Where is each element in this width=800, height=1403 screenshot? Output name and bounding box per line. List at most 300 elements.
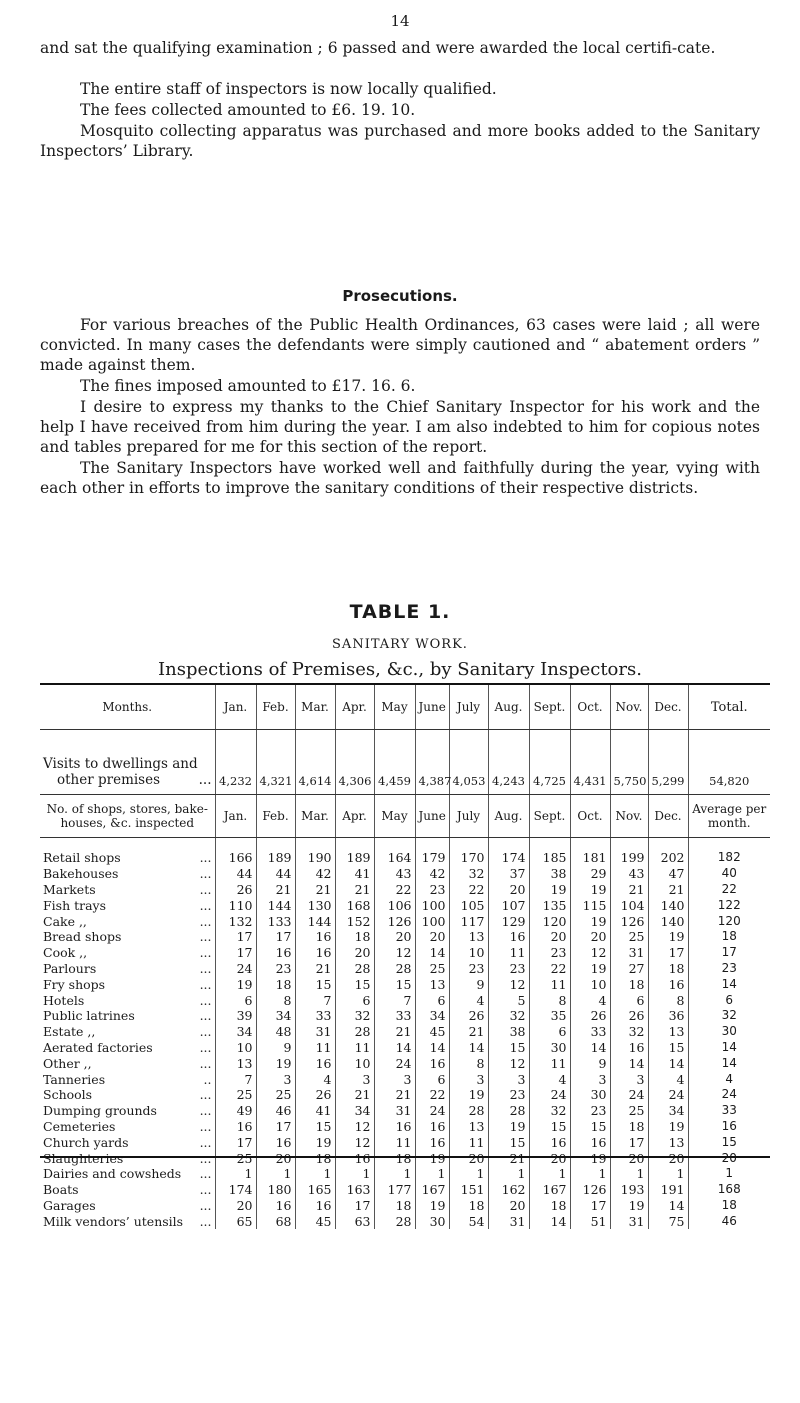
table-cell: 17 [570,1198,610,1214]
table-cell: 193 [610,1182,648,1198]
table-cell: 6 [415,1071,449,1087]
table-cell: 130 [295,897,335,913]
row-label [40,1134,215,1150]
table-cell: 20 [335,945,374,961]
months-header-row [40,684,770,730]
table-cell: 14 [374,1040,415,1056]
table-cell: 25 [256,1087,295,1103]
visits-row [40,730,770,795]
table-cell: 68 [256,1213,295,1229]
sanitary-work-table [40,683,770,1229]
table-cell: 18 [256,976,295,992]
table-cell: 144 [256,897,295,913]
paragraph-inspectors-work: The Sanitary Inspectors have worked well and faithfully during the year, vying with each other in efforts to improve the sanitary conditions of their respective districts. [40,459,760,497]
table-cell: 3 [488,1071,529,1087]
table-cell: 28 [374,1213,415,1229]
table-cell: 14 [449,1040,488,1056]
table-cell: 129 [488,913,529,929]
table-cell: 16 [610,1040,648,1056]
average-cell: 40 [688,866,770,882]
visits-label [40,730,215,795]
table-cell: 49 [215,1103,256,1119]
table-cell: 126 [570,1182,610,1198]
table-cell: 32 [610,1024,648,1040]
average-cell: 120 [688,913,770,929]
table-cell: 21 [610,882,648,898]
row-label [40,1071,215,1087]
table-cell: 32 [449,866,488,882]
table-cell: 19 [610,1198,648,1214]
table-cell: 18 [335,929,374,945]
table-row [40,1008,770,1024]
month-header: Oct. [570,795,610,838]
row-label-dots: ... [199,960,212,976]
table-cell: 13 [648,1024,688,1040]
table-cell: 6 [335,992,374,1008]
table-cell: 12 [374,945,415,961]
row-label [40,1008,215,1024]
table-cell: 8 [256,992,295,1008]
table-cell: 32 [488,1008,529,1024]
row-label-dots: ... [199,913,212,929]
table-cell: 16 [256,1134,295,1150]
table-cell: 16 [529,1134,570,1150]
row-label-dots: ... [199,1197,212,1213]
table-bottom-rule [40,1156,770,1158]
row-label-text: Church yards [43,1134,129,1150]
row-label [40,1055,215,1071]
month-header: Sept. [529,795,570,838]
table-cell: 21 [449,1024,488,1040]
table-cell: 25 [215,1087,256,1103]
table-cell: 11 [449,1134,488,1150]
table-cell: 4 [570,992,610,1008]
page-number: 14 [390,12,410,30]
shops-header: No. of shops, stores, bake-houses, &c. inspected [40,795,215,838]
average-cell: 4 [688,1071,770,1087]
table-row [40,897,770,913]
row-label [40,929,215,945]
row-label [40,992,215,1008]
section-heading-prosecutions: Prosecutions. [342,287,458,305]
row-label-text: Aerated factories [43,1039,153,1055]
table-cell: 31 [374,1103,415,1119]
table-cell: 1 [374,1166,415,1182]
row-label [40,1119,215,1135]
row-label-dots: ... [199,1182,212,1198]
table-cell: 42 [415,866,449,882]
table-cell: 170 [449,850,488,866]
row-label-text: Cake ,, [43,913,87,929]
average-cell: 20 [688,1150,770,1166]
table-cell: 24 [529,1087,570,1103]
table-cell: 37 [488,866,529,882]
table-cell: 126 [610,913,648,929]
spacer-row [40,838,770,851]
table-row [40,1198,770,1214]
table-cell: 9 [570,1055,610,1071]
table-cell: 115 [570,897,610,913]
table-cell: 25 [415,961,449,977]
row-label-text: Hotels [43,992,85,1008]
row-label [40,976,215,992]
table-cell: 8 [648,992,688,1008]
table-cell: 34 [335,1103,374,1119]
average-cell: 22 [688,882,770,898]
table-row [40,1103,770,1119]
table-cell: 16 [295,1198,335,1214]
month-header: Aug. [488,684,529,730]
table-cell: 25 [610,1103,648,1119]
month-header: Aug. [488,795,529,838]
table-cell: 34 [256,1008,295,1024]
row-label-text: Dumping grounds [43,1103,157,1119]
visits-cell: 4,431 [570,730,610,795]
table-cell: 24 [648,1087,688,1103]
average-cell: 14 [688,976,770,992]
table-cell: 135 [529,897,570,913]
table-cell: 12 [570,945,610,961]
row-label-dots: ... [199,976,212,992]
table-cell: 4 [529,1071,570,1087]
average-cell: 33 [688,1103,770,1119]
table-cell: 43 [610,866,648,882]
month-header: Jan. [215,795,256,838]
table-cell: 19 [488,1119,529,1135]
table-cell: 75 [648,1213,688,1229]
table-cell: 117 [449,913,488,929]
table-cell: 19 [648,1119,688,1135]
average-cell: 30 [688,1024,770,1040]
table-cell: 190 [295,850,335,866]
table-cell: 28 [335,961,374,977]
table-cell: 17 [256,1119,295,1135]
table-cell: 1 [215,1166,256,1182]
month-header: Dec. [648,684,688,730]
visits-cell: 4,459 [374,730,415,795]
month-header: Nov. [610,795,648,838]
table-cell: 20 [529,929,570,945]
table-cell: 24 [374,1055,415,1071]
row-label-dots: ... [199,1055,212,1071]
table-cell: 7 [374,992,415,1008]
table-cell: 14 [570,1040,610,1056]
row-label-dots: ... [199,850,212,866]
average-cell: 122 [688,897,770,913]
table-cell: 24 [610,1087,648,1103]
table-cell: 144 [295,913,335,929]
table-cell: 10 [570,976,610,992]
paragraph-thanks: I desire to express my thanks to the Chief Sanitary Inspector for his work and the help I have received from him during the year. I am also indebted to him for copious notes and tables prepared for me for this section of the report. [40,398,760,456]
table-cell: 151 [449,1182,488,1198]
table-cell: 162 [488,1182,529,1198]
visits-cell: 5,750 [610,730,648,795]
month-header: May [374,684,415,730]
table-cell: 163 [335,1182,374,1198]
row-label [40,1087,215,1103]
row-label [40,1150,215,1166]
table-row [40,1182,770,1198]
table-cell: 202 [648,850,688,866]
table-cell: 120 [529,913,570,929]
table-cell: 3 [374,1071,415,1087]
table-cell: 18 [374,1198,415,1214]
table-cell: 19 [648,929,688,945]
visits-cell: 4,614 [295,730,335,795]
table-cell: 24 [215,961,256,977]
table-cell: 18 [610,1119,648,1135]
table-cell: 11 [488,945,529,961]
table-cell: 19 [256,1055,295,1071]
table-cell: 100 [415,897,449,913]
table-cell: 10 [449,945,488,961]
table-cell: 16 [295,929,335,945]
row-label-dots: ... [199,1103,212,1119]
table-cell: 1 [335,1166,374,1182]
average-cell: 14 [688,1040,770,1056]
row-label-dots: .. [203,1071,212,1087]
month-header: Nov. [610,684,648,730]
table-cell: 33 [295,1008,335,1024]
table-cell: 140 [648,913,688,929]
row-label-text: Cook ,, [43,945,88,961]
table-cell: 7 [295,992,335,1008]
table-cell: 152 [335,913,374,929]
table-cell: 26 [295,1087,335,1103]
table-cell: 16 [295,945,335,961]
table-cell: 12 [335,1134,374,1150]
row-label-text: Markets [43,881,96,897]
table-cell: 19 [449,1087,488,1103]
table-cell: 16 [295,1055,335,1071]
table-cell: 20 [449,1150,488,1166]
table-cell: 23 [256,961,295,977]
table-cell: 177 [374,1182,415,1198]
table-cell: 10 [215,1040,256,1056]
table-cell: 1 [529,1166,570,1182]
table-cell: 21 [648,882,688,898]
table-cell: 11 [374,1134,415,1150]
paragraph-staff-qualified: The entire staff of inspectors is now locally qualified. [80,80,497,98]
row-label-text: Cemeteries [43,1118,116,1134]
table-cell: 11 [529,1055,570,1071]
table-cell: 167 [415,1182,449,1198]
table-cell: 165 [295,1182,335,1198]
table-cell: 23 [570,1103,610,1119]
table-row [40,850,770,866]
table-cell: 48 [256,1024,295,1040]
total-header: Total. [688,684,770,730]
table-cell: 6 [215,992,256,1008]
table-cell: 20 [256,1150,295,1166]
table-cell: 13 [449,1119,488,1135]
table-cell: 21 [374,1087,415,1103]
table-cell: 1 [570,1166,610,1182]
row-label-text: Boats [43,1182,79,1198]
row-label-dots: ... [199,1150,212,1166]
average-cell: 1 [688,1166,770,1182]
table-cell: 199 [610,850,648,866]
table-cell: 25 [610,929,648,945]
table-cell: 6 [610,992,648,1008]
table-cell: 28 [488,1103,529,1119]
row-label-dots: ... [199,866,212,882]
month-header: Feb. [256,795,295,838]
table-cell: 28 [335,1024,374,1040]
table-cell: 18 [295,1150,335,1166]
month-header: July [449,795,488,838]
table-cell: 47 [648,866,688,882]
row-label [40,1024,215,1040]
table-cell: 17 [256,929,295,945]
table-cell: 32 [529,1103,570,1119]
table-cell: 9 [449,976,488,992]
table-cell: 25 [215,1150,256,1166]
row-label [40,913,215,929]
table-cell: 6 [529,1024,570,1040]
table-cell: 42 [295,866,335,882]
table-subtitle: SANITARY WORK. [332,637,468,652]
table-cell: 15 [488,1134,529,1150]
table-cell: 19 [570,1150,610,1166]
table-cell: 20 [488,882,529,898]
paragraph-mosquito-apparatus: Mosquito collecting apparatus was purchased and more books added to the Sanitary Inspectors’ Library. [40,122,760,160]
row-label-text: Public latrines [43,1008,135,1024]
table-cell: 19 [415,1198,449,1214]
table-cell: 19 [570,913,610,929]
table-row [40,866,770,882]
table-cell: 21 [374,1024,415,1040]
table-cell: 18 [529,1198,570,1214]
table-cell: 18 [449,1198,488,1214]
table-cell: 21 [335,882,374,898]
row-label [40,1166,215,1182]
visits-label-dots: ... [198,772,212,788]
table-cell: 65 [215,1213,256,1229]
table-cell: 23 [488,961,529,977]
table-row [40,1055,770,1071]
table-cell: 15 [335,976,374,992]
table-cell: 44 [215,866,256,882]
table-cell: 3 [570,1071,610,1087]
table-cell: 23 [488,1087,529,1103]
table-cell: 31 [610,945,648,961]
average-cell: 14 [688,1055,770,1071]
table-caption: Inspections of Premises, &c., by Sanitary Inspectors. [158,659,642,680]
table-cell: 14 [648,1198,688,1214]
row-label-dots: ... [199,1213,212,1229]
table-cell: 33 [570,1024,610,1040]
table-cell: 1 [449,1166,488,1182]
table-cell: 43 [374,866,415,882]
table-row [40,945,770,961]
table-cell: 166 [215,850,256,866]
paragraph-fines: The fines imposed amounted to £17. 16. 6. [80,377,416,395]
table-cell: 4 [449,992,488,1008]
visits-cell: 4,243 [488,730,529,795]
paragraph-prosecutions: For various breaches of the Public Health Ordinances, 63 cases were laid ; all were convicted. In many cases the defendants were simply cautioned and “ abatement orders ” made against them. [40,316,760,374]
average-cell: 23 [688,961,770,977]
table-row [40,1087,770,1103]
table-cell: 41 [295,1103,335,1119]
table-cell: 4 [648,1071,688,1087]
average-cell: 15 [688,1134,770,1150]
month-header: Sept. [529,684,570,730]
table-cell: 26 [610,1008,648,1024]
table-cell: 174 [215,1182,256,1198]
table-cell: 126 [374,913,415,929]
row-label [40,945,215,961]
table-cell: 1 [610,1166,648,1182]
average-cell: 16 [688,1119,770,1135]
month-header: Dec. [648,795,688,838]
month-header: June [415,795,449,838]
table-cell: 3 [335,1071,374,1087]
table-row [40,1213,770,1229]
average-cell: 182 [688,850,770,866]
table-cell: 21 [335,1087,374,1103]
table-cell: 21 [256,882,295,898]
table-cell: 1 [415,1166,449,1182]
month-header: Oct. [570,684,610,730]
months-header: Months. [40,684,215,730]
table-row [40,992,770,1008]
table-cell: 12 [488,1055,529,1071]
table-row [40,882,770,898]
table-cell: 20 [415,929,449,945]
row-label-dots: ... [199,929,212,945]
table-cell: 16 [374,1119,415,1135]
row-label-text: Bread shops [43,929,122,945]
table-cell: 19 [215,976,256,992]
visits-label-line1: Visits to dwellings and [43,756,198,772]
table-cell: 16 [570,1134,610,1150]
table-cell: 23 [415,882,449,898]
table-cell: 13 [415,976,449,992]
month-header: Apr. [335,795,374,838]
average-cell: 18 [688,1198,770,1214]
table-cell: 10 [335,1055,374,1071]
row-label [40,1198,215,1214]
row-label [40,866,215,882]
table-row [40,1119,770,1135]
row-label [40,897,215,913]
table-cell: 19 [295,1134,335,1150]
table-cell: 28 [449,1103,488,1119]
visits-cell: 4,387 [415,730,449,795]
row-label [40,1182,215,1198]
average-cell: 17 [688,945,770,961]
table-cell: 20 [610,1150,648,1166]
table-cell: 3 [256,1071,295,1087]
table-cell: 1 [488,1166,529,1182]
table-cell: 1 [648,1166,688,1182]
table-cell: 12 [335,1119,374,1135]
table-cell: 16 [256,945,295,961]
table-cell: 16 [415,1055,449,1071]
table-cell: 19 [570,961,610,977]
table-cell: 6 [415,992,449,1008]
row-label-dots: ... [199,945,212,961]
table-cell: 185 [529,850,570,866]
table-cell: 30 [415,1213,449,1229]
table-cell: 110 [215,897,256,913]
table-cell: 21 [488,1150,529,1166]
table-cell: 31 [488,1213,529,1229]
table-cell: 31 [610,1213,648,1229]
row-label-dots: ... [199,1087,212,1103]
row-label-text: Schools [43,1087,93,1103]
